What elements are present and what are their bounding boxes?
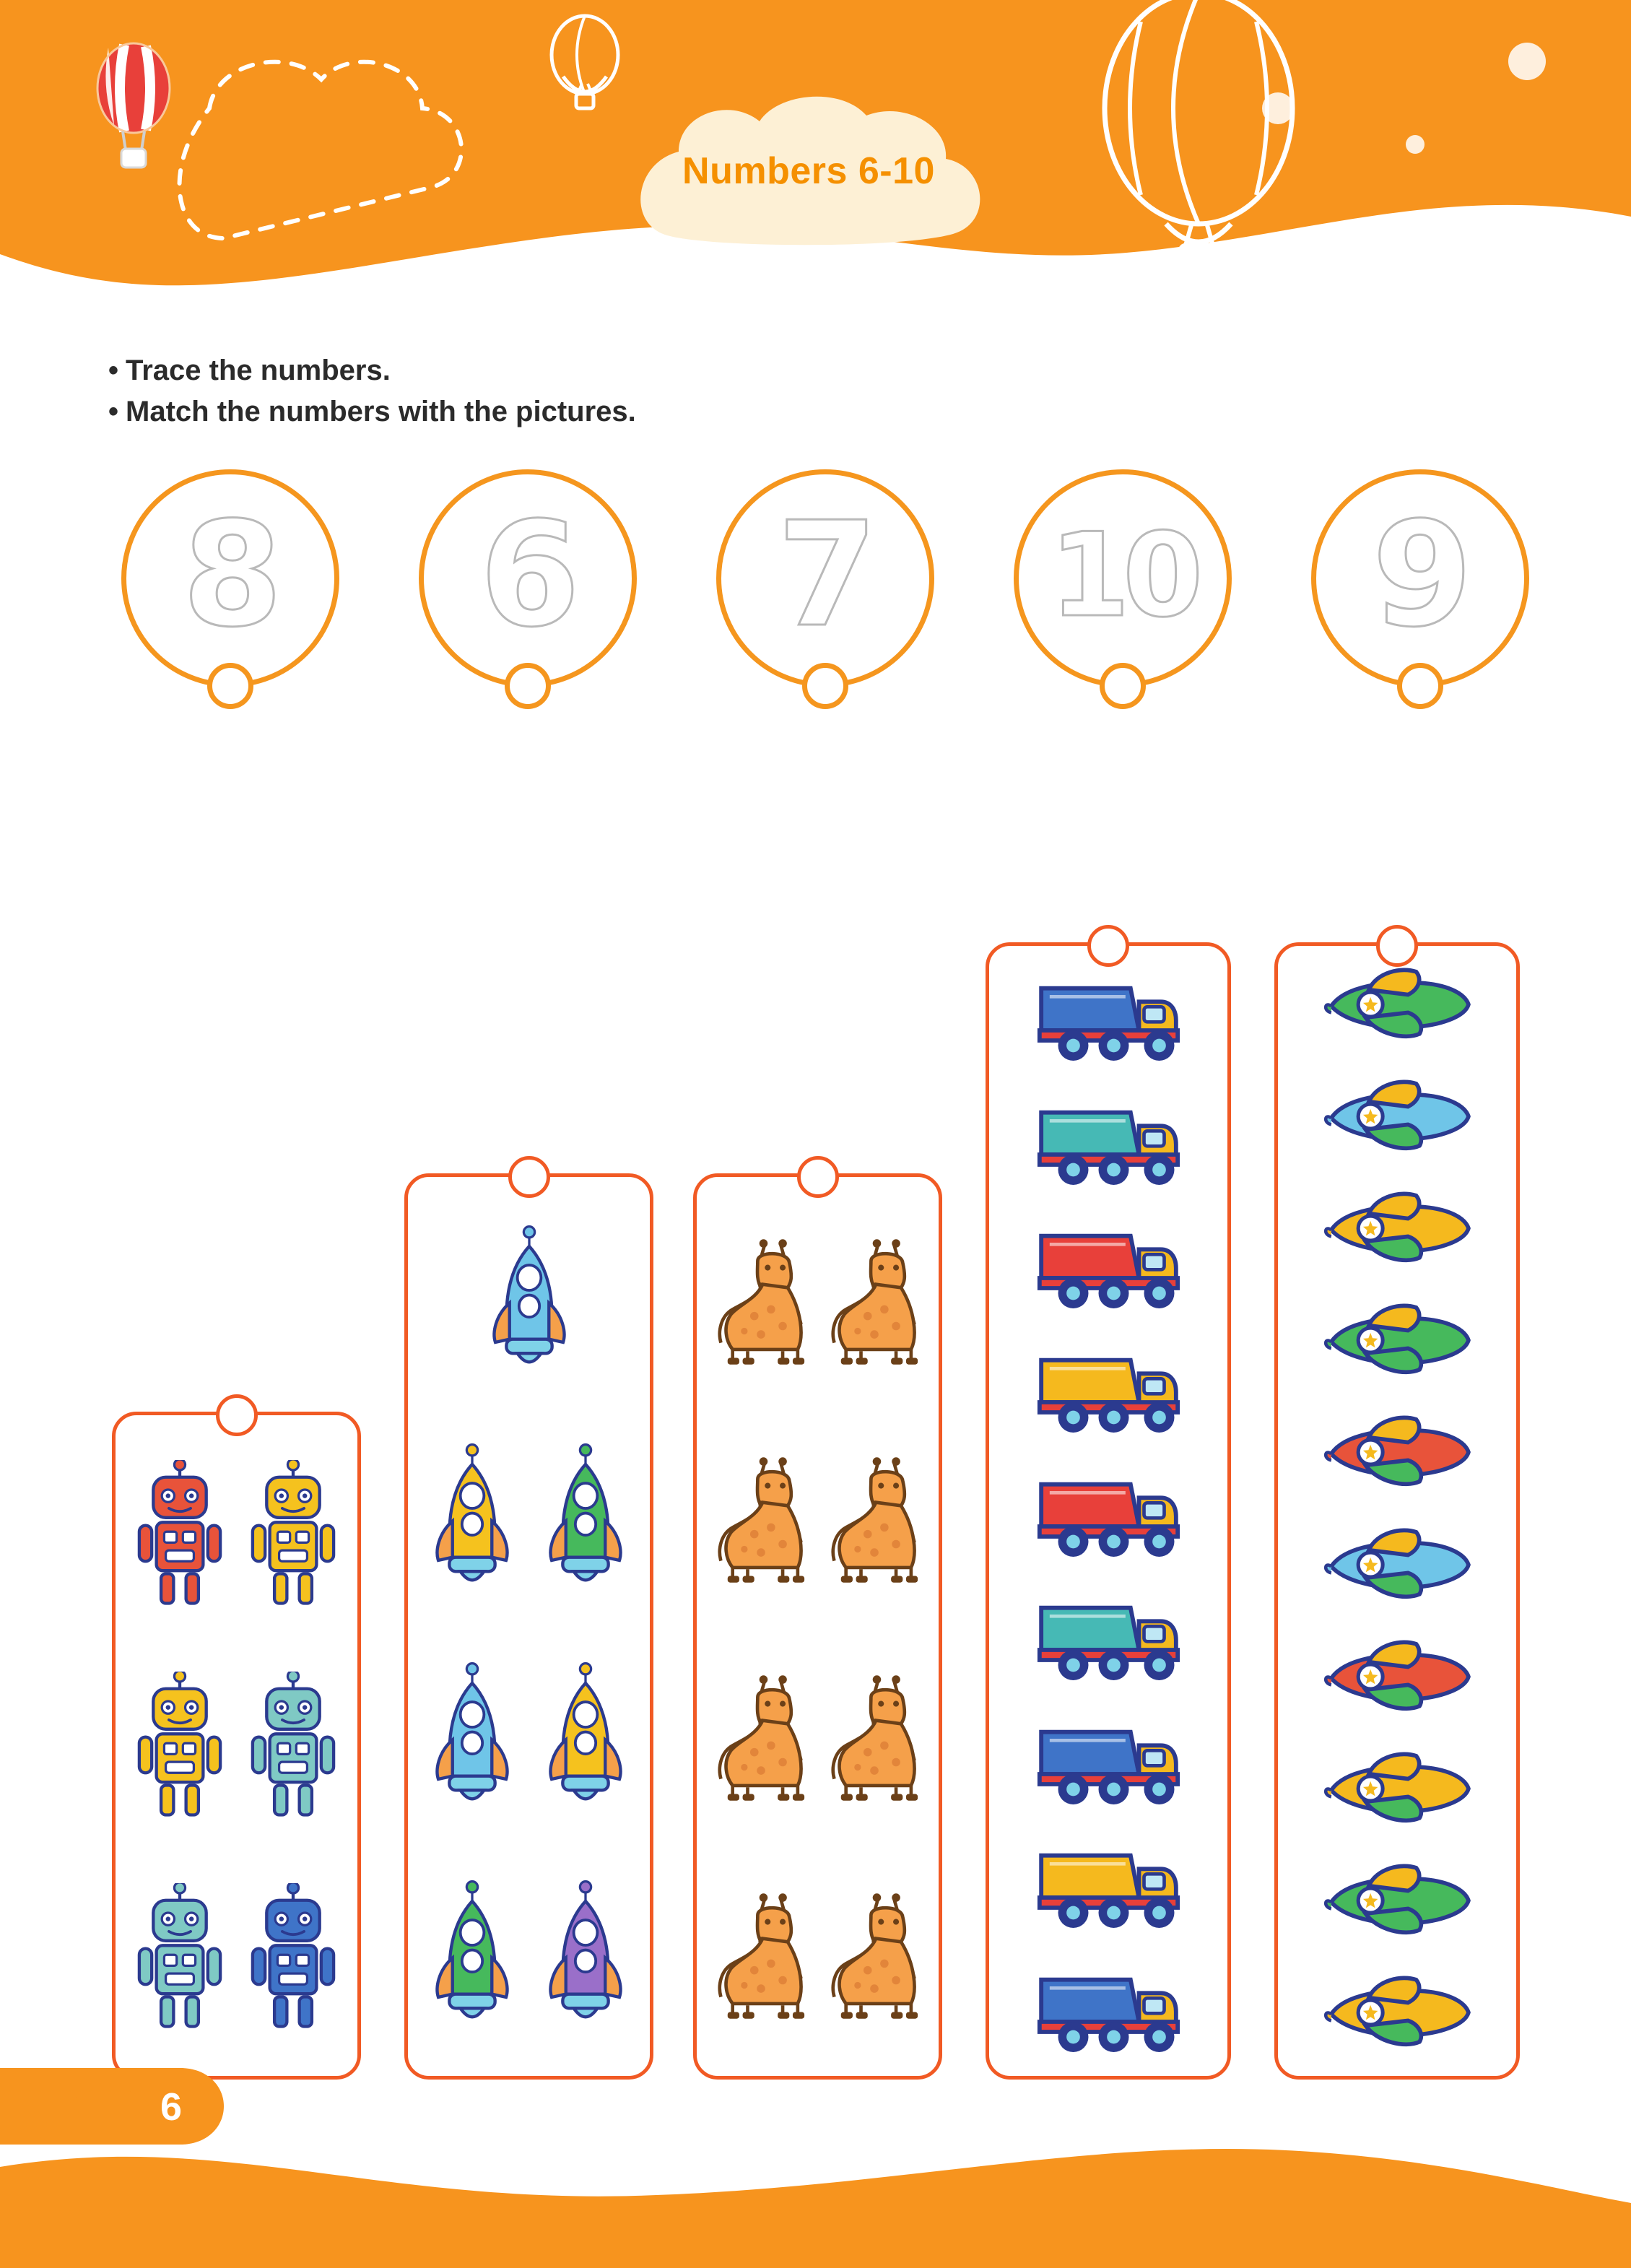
rocket-icon [429,1878,516,2030]
trace-knob[interactable] [207,663,253,709]
trace-digit-8: 8 [182,490,279,659]
dump-truck-icon [1031,1584,1186,1685]
robot-icon [246,1883,340,2031]
page-title-cloud [592,94,1025,246]
list-item [1284,1522,1510,1612]
column-knob[interactable] [1087,925,1129,967]
airplane-icon [1320,1858,1475,1948]
column-knob[interactable] [1376,925,1418,967]
trace-digit-10: 10 [1049,507,1196,643]
match-column-giraffes[interactable] [693,1173,942,2080]
dump-truck-icon [1031,1832,1186,1933]
trace-knob[interactable] [1100,663,1146,709]
robot-items [116,1415,357,2076]
page-number: 6 [160,2085,183,2129]
bullet-icon: • [108,355,119,386]
dot-small-icon [1401,130,1430,159]
list-item [824,1233,925,1366]
list-item [996,1212,1220,1313]
giraffe-icon [824,1887,925,2020]
list-item [429,1441,516,1593]
robot-icon [133,1672,227,1820]
trace-item-8[interactable] [121,469,339,687]
trace-numbers-row [121,469,1529,708]
list-item [1284,1634,1510,1724]
dump-truck-icon [1031,1212,1186,1313]
trace-digit-6: 6 [479,490,576,659]
hot-air-balloon-icon [79,36,188,195]
list-item [710,1233,812,1366]
airplane-icon [1320,1298,1475,1388]
trace-item-7[interactable] [716,469,934,687]
rocket-icon [486,1223,573,1375]
column-knob[interactable] [508,1156,550,1198]
list-item [996,1956,1220,2057]
plane-items [1278,946,1516,2076]
spacer-icon [542,7,549,14]
list-item [246,1883,340,2031]
giraffe-items [697,1177,939,2076]
list-item [1284,1858,1510,1948]
list-item [246,1460,340,1608]
list-item [996,1708,1220,1809]
list-item [542,1878,629,2030]
dump-truck-icon [1031,1708,1186,1809]
giraffe-icon [824,1451,925,1584]
airplane-icon [1320,1409,1475,1500]
list-item [996,1584,1220,1685]
airplane-icon [1320,962,1475,1052]
trace-knob[interactable] [1397,663,1443,709]
list-item [1284,962,1510,1052]
list-item [133,1672,227,1820]
trace-knob[interactable] [505,663,551,709]
instruction-line-1 [108,350,1119,391]
match-column-trucks[interactable] [986,942,1231,2080]
match-column-rockets[interactable] [404,1173,653,2080]
instruction-text-1: Trace the numbers. [126,355,391,386]
page-number-badge [0,2064,249,2149]
airplane-icon [1320,1634,1475,1724]
list-item [1284,1074,1510,1164]
match-columns-area [0,903,1631,2087]
dot-large-icon [1502,36,1552,87]
match-column-planes[interactable] [1274,942,1520,2080]
page-header-banner [0,0,1631,310]
trace-item-9[interactable] [1311,469,1529,687]
rocket-icon [542,1441,629,1593]
robot-icon [133,1460,227,1608]
trace-item-6[interactable] [419,469,637,687]
list-item [133,1460,227,1608]
robot-icon [246,1672,340,1820]
list-item [710,1669,812,1802]
rocket-icon [429,1441,516,1593]
dump-truck-icon [1031,1461,1186,1562]
bullet-icon: • [108,395,119,427]
giraffe-icon [710,1233,812,1366]
list-item [429,1878,516,2030]
column-knob[interactable] [216,1394,258,1436]
list-item [996,1461,1220,1562]
airplane-icon [1320,1522,1475,1612]
instructions-block [108,350,1119,433]
trace-digit-9: 9 [1372,490,1469,659]
dump-truck-icon [1031,965,1186,1066]
giraffe-icon [710,1669,812,1802]
match-column-robots[interactable] [112,1412,361,2080]
list-item [415,1223,643,1375]
dot-medium-icon [1256,87,1300,130]
list-item [710,1451,812,1584]
list-item [1284,1409,1510,1500]
list-item [824,1451,925,1584]
instruction-line-2 [108,391,1119,433]
giraffe-icon [824,1233,925,1366]
trace-digit-7: 7 [777,490,874,659]
balloon-outline-right-icon [1047,0,1350,303]
list-item [542,1660,629,1812]
list-item [1284,1186,1510,1276]
list-item [1284,1746,1510,1836]
list-item [429,1660,516,1812]
list-item [710,1887,812,2020]
giraffe-icon [710,1887,812,2020]
trace-knob[interactable] [802,663,848,709]
rocket-icon [429,1660,516,1812]
airplane-icon [1320,1074,1475,1164]
dump-truck-icon [1031,1337,1186,1438]
list-item [246,1672,340,1820]
giraffe-icon [824,1669,925,1802]
dump-truck-icon [1031,1089,1186,1190]
truck-items [989,946,1227,2076]
list-item [996,1337,1220,1438]
list-item [1284,1298,1510,1388]
list-item [996,965,1220,1066]
robot-icon [246,1460,340,1608]
page-title: Numbers 6-10 [682,150,935,192]
airplane-icon [1320,1746,1475,1836]
list-item [824,1887,925,2020]
rocket-items [408,1177,650,2076]
airplane-icon [1320,1970,1475,2060]
list-item [996,1089,1220,1190]
airplane-icon [1320,1186,1475,1276]
rocket-icon [542,1660,629,1812]
list-item [824,1669,925,1802]
trace-item-10[interactable] [1014,469,1232,687]
column-knob[interactable] [797,1156,839,1198]
robot-icon [133,1883,227,2031]
giraffe-icon [710,1451,812,1584]
list-item [133,1883,227,2031]
list-item [1284,1970,1510,2060]
dump-truck-icon [1031,1956,1186,2057]
rocket-icon [542,1878,629,2030]
instruction-text-2: Match the numbers with the pictures. [126,395,636,427]
list-item [996,1832,1220,1933]
list-item [542,1441,629,1593]
